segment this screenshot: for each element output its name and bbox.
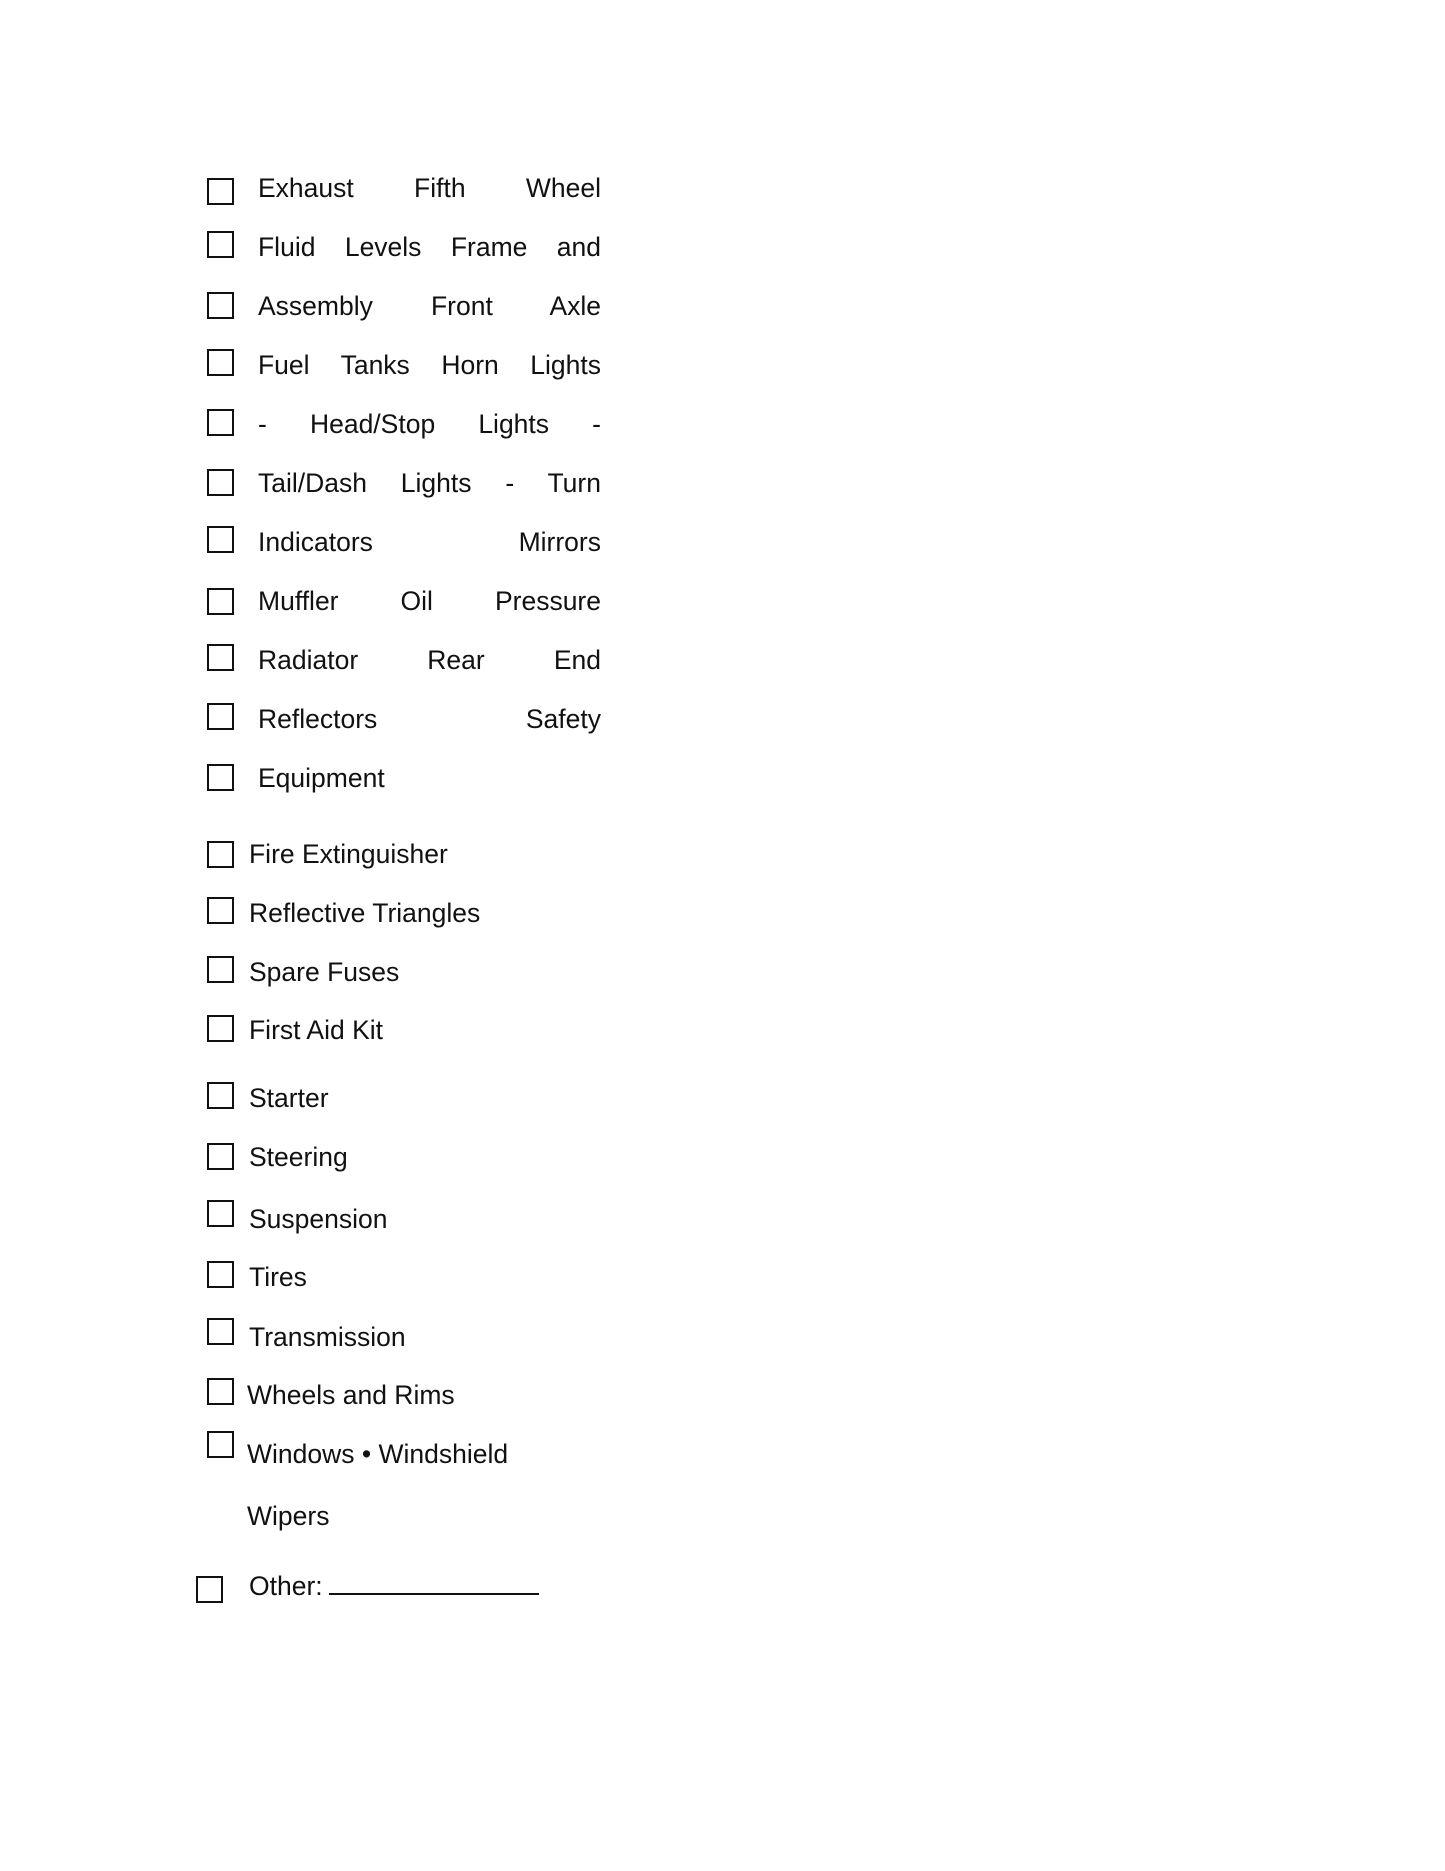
checkbox[interactable] [207, 841, 234, 868]
checklist-item-label: Fluid Levels Frame and [258, 232, 601, 262]
checkbox[interactable] [207, 1318, 234, 1345]
checkbox[interactable] [207, 1200, 234, 1227]
other-input-line[interactable] [329, 1569, 539, 1595]
checkbox[interactable] [207, 644, 234, 671]
checklist-item-label: Wipers [247, 1501, 330, 1531]
checklist-item-label: Spare Fuses [249, 957, 400, 987]
checkbox[interactable] [207, 178, 234, 205]
checklist-item-label: First Aid Kit [249, 1015, 384, 1045]
checklist-item-label: Tires [249, 1262, 307, 1292]
checkbox[interactable] [207, 956, 234, 983]
checklist-item-label: Fire Extinguisher [249, 839, 448, 869]
checkbox[interactable] [207, 703, 234, 730]
checklist-item-label: Exhaust Fifth Wheel [258, 173, 601, 203]
checklist-item-label: Equipment [258, 763, 385, 793]
checklist-item-label: Reflective Triangles [249, 898, 481, 928]
checkbox[interactable] [207, 292, 234, 319]
checkbox[interactable] [207, 1378, 234, 1405]
checklist-item-label: Radiator Rear End [258, 645, 601, 675]
checklist-item-label: Windows • Windshield [247, 1439, 509, 1469]
checkbox[interactable] [196, 1576, 223, 1603]
checklist-item-label: Starter [249, 1083, 329, 1113]
checkbox[interactable] [207, 897, 234, 924]
checklist-item-label: Indicators Mirrors [258, 527, 601, 557]
checkbox[interactable] [207, 349, 234, 376]
checklist-item-label: Transmission [249, 1322, 406, 1352]
checkbox[interactable] [207, 469, 234, 496]
checklist-item-label: Tail/Dash Lights - Turn [258, 468, 601, 498]
checklist-item-label: Assembly Front Axle [258, 291, 601, 321]
checklist-item-label: Fuel Tanks Horn Lights [258, 350, 601, 380]
checkbox[interactable] [207, 526, 234, 553]
checkbox[interactable] [207, 588, 234, 615]
checkbox[interactable] [207, 1082, 234, 1109]
checklist-item-label: - Head/Stop Lights - [258, 409, 601, 439]
checkbox[interactable] [207, 1143, 234, 1170]
other-label-text: Other: [249, 1571, 323, 1601]
other-label [249, 1569, 539, 1602]
checkbox[interactable] [207, 409, 234, 436]
checkbox[interactable] [207, 764, 234, 791]
checklist-item-label: Reflectors Safety [258, 704, 601, 734]
checkbox[interactable] [207, 1261, 234, 1288]
checklist-item-label: Muffler Oil Pressure [258, 586, 601, 616]
checklist-item-label: Suspension [249, 1204, 388, 1234]
checklist-item-label: Wheels and Rims [247, 1380, 455, 1410]
checkbox[interactable] [207, 1431, 234, 1458]
checklist-item-label: Steering [249, 1142, 348, 1172]
checkbox[interactable] [207, 1015, 234, 1042]
checkbox[interactable] [207, 231, 234, 258]
